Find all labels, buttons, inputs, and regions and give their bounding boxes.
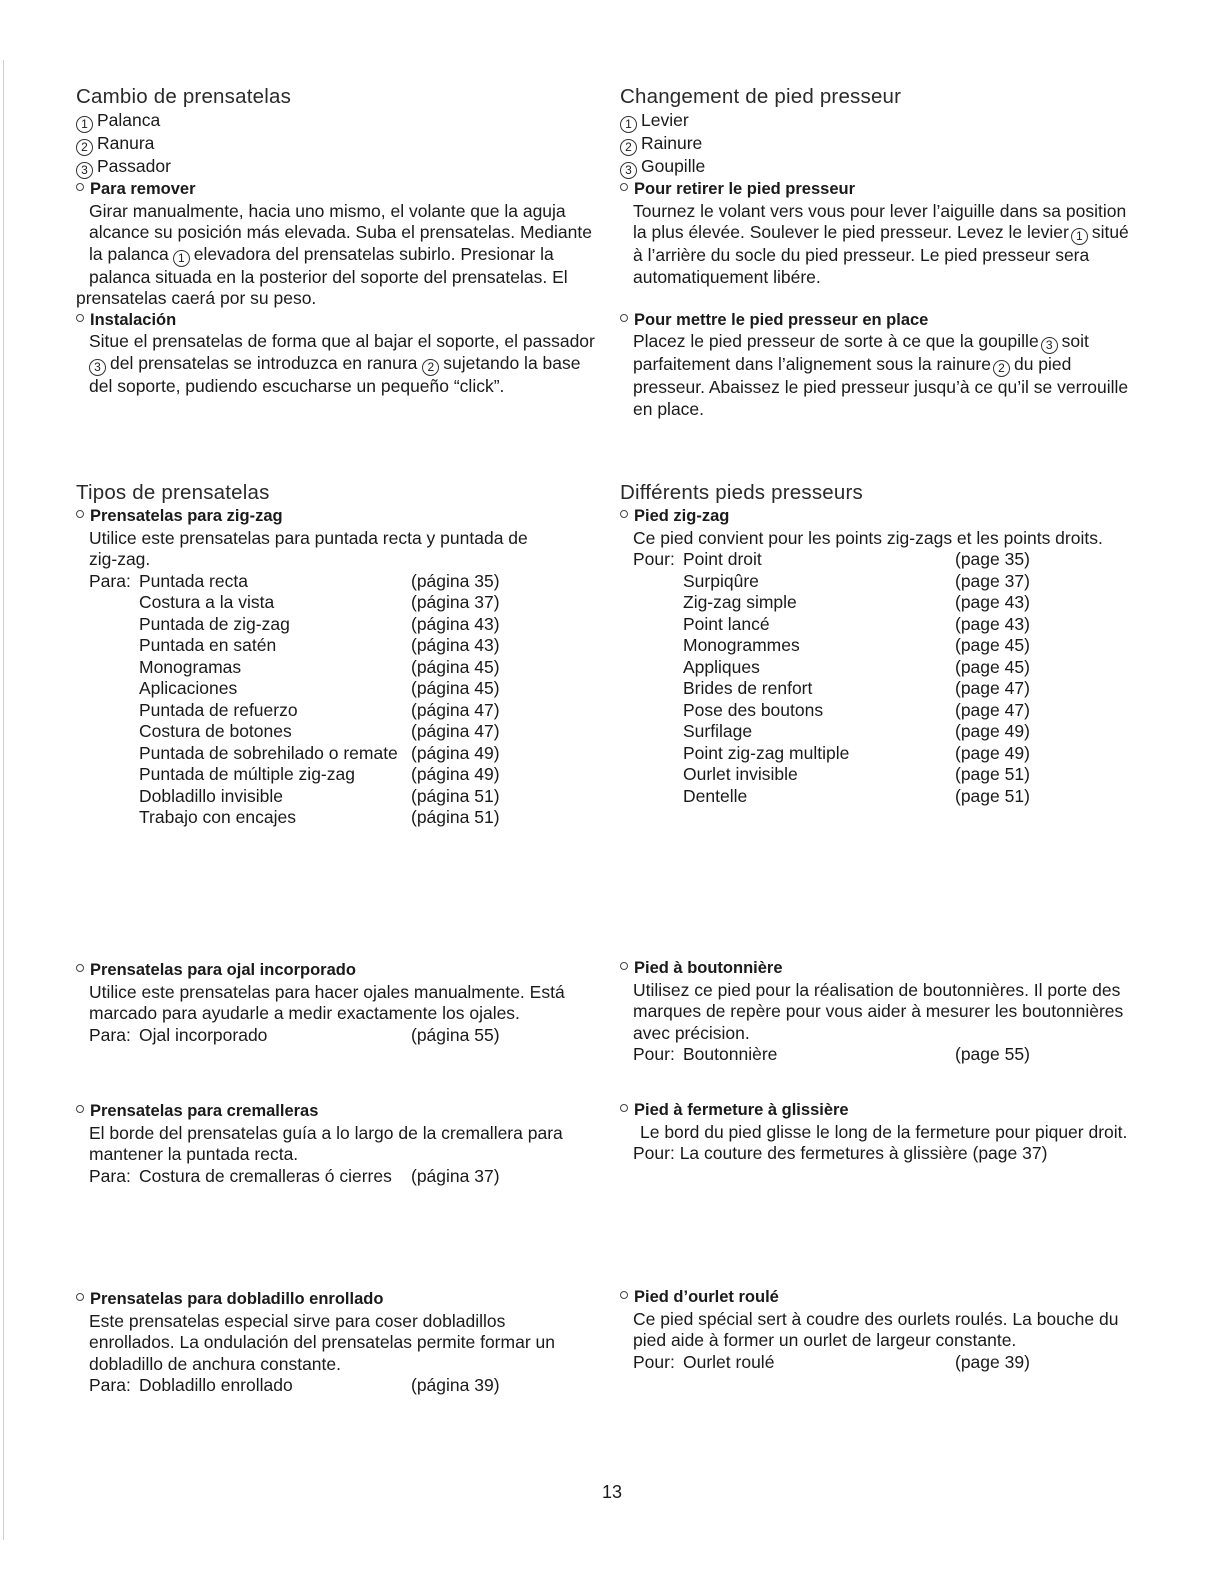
table-row [633, 657, 1145, 679]
text-line: Situe el prensatelas de forma que al bajar el soporte, el passador [89, 331, 595, 351]
page-reference-row [633, 1352, 1145, 1374]
table-row [633, 571, 1145, 593]
text-line: mantener la puntada recta. [89, 1144, 299, 1164]
text-line: del soporte, pudiendo escucharse un pequeño “click”. [89, 375, 505, 396]
text-line: sujetando la base [443, 352, 581, 373]
section-ojal [76, 960, 606, 1046]
use-label: Para: [89, 1165, 131, 1186]
paragraph [633, 222, 1145, 245]
section-title: Différents pieds presseurs [620, 481, 863, 504]
subheading [76, 1289, 606, 1311]
table-row [89, 700, 606, 722]
text-line: presseur. Abaissez le pied presseur jusqu’à ce qu’il se verrouille [633, 377, 1129, 397]
use-name: Dobladillo enrollado [139, 1375, 293, 1395]
paragraph [633, 201, 1145, 223]
use-label [633, 592, 683, 614]
page-ref: (page 39) [955, 1351, 1030, 1372]
use-label [633, 764, 683, 786]
circled-number: 3 [1041, 337, 1058, 354]
paragraph [633, 399, 1145, 421]
subheading-text: Para remover [90, 180, 196, 198]
page-ref: (página 37) [411, 1165, 500, 1186]
table-row [633, 786, 1145, 808]
use-name: Zig-zag simple [683, 592, 797, 612]
use-name: Dobladillo invisible [139, 785, 283, 806]
page-ref: (página 47) [411, 721, 500, 741]
paragraph [633, 267, 1145, 289]
use-name: Surpiqûre [683, 570, 759, 591]
page-ref: (página 51) [411, 807, 500, 827]
use-label [89, 614, 139, 636]
bullet-icon [620, 962, 628, 970]
table-row [89, 743, 606, 765]
use-label [633, 721, 683, 743]
use-label [89, 700, 139, 722]
list-item [76, 156, 606, 179]
item-label: Levier [641, 110, 689, 130]
subheading-text: Prensatelas para ojal incorporado [90, 961, 356, 979]
page-edge-line [3, 60, 4, 1540]
list-item [620, 156, 1145, 179]
text-line: en place. [633, 398, 705, 419]
paragraph [89, 376, 606, 398]
use-name: Puntada de múltiple zig-zag [139, 764, 355, 784]
section-boutonniere [620, 958, 1145, 1066]
use-label [633, 657, 683, 679]
text-line: palanca situada en la posterior del soporte del prensatelas. El [89, 266, 568, 287]
text-line: Utilice este prensatelas para puntada recta y puntada de [89, 527, 528, 548]
use-label [89, 592, 139, 614]
page-ref: (página 55) [411, 1024, 500, 1045]
use-label [89, 657, 139, 679]
bullet-icon [76, 964, 84, 972]
bullet-icon [76, 1293, 84, 1301]
use-label [633, 786, 683, 808]
text-line: dobladillo de anchura constante. [89, 1353, 341, 1374]
paragraph [89, 222, 606, 244]
use-name: Point droit [683, 549, 762, 569]
page-ref: (page 43) [955, 613, 1030, 634]
table-row [633, 678, 1145, 700]
table-row [89, 807, 606, 829]
table-row [89, 764, 606, 786]
paragraph [89, 331, 606, 353]
subheading [620, 1287, 1145, 1309]
paragraph [633, 245, 1145, 267]
use-label [633, 635, 683, 657]
use-name: Point lancé [683, 613, 770, 634]
text-line: Ce pied convient pour les points zig-zags et les points droits. [633, 527, 1103, 548]
text-line: la plus élevée. Soulever le pied presseur. Levez le levier [633, 222, 1069, 242]
paragraph [89, 353, 606, 376]
table-row [633, 614, 1145, 636]
text-line: pied aide à former un ourlet de largeur constante. [633, 1330, 1017, 1350]
page-ref: (página 37) [411, 592, 500, 612]
paragraph [633, 377, 1145, 399]
bullet-icon [76, 183, 84, 191]
circled-number: 2 [993, 360, 1010, 377]
use-label [89, 807, 139, 829]
use-name: Dentelle [683, 785, 748, 806]
use-name: Point zig-zag multiple [683, 742, 850, 763]
use-label [633, 700, 683, 722]
text-line: avec précision. [633, 1022, 750, 1043]
bullet-icon [76, 314, 84, 322]
section-ourlet-roule [620, 1287, 1145, 1373]
circled-number: 3 [89, 359, 106, 376]
section-tipos [76, 480, 606, 829]
subheading-text: Pour mettre le pied presseur en place [634, 310, 929, 329]
subheading [620, 310, 1145, 332]
text-line: Le bord du pied glisse le long de la fermeture pour piquer droit. [640, 1121, 1128, 1142]
text-line: alcance su posición más elevada. Suba el prensatelas. Mediante [89, 222, 592, 242]
use-label [89, 743, 139, 765]
text-line: soit [1061, 331, 1089, 351]
circled-number: 2 [620, 139, 637, 156]
subheading [620, 506, 1145, 528]
text-line: la palanca [89, 243, 169, 264]
text-line: marcado para ayudarle a medir exactamente los ojales. [89, 1003, 520, 1023]
page-ref: (página 39) [411, 1375, 500, 1395]
use-name: Boutonnière [683, 1044, 778, 1064]
bullet-icon [620, 314, 628, 322]
text-line: prensatelas caerá por su peso. [76, 288, 317, 308]
circled-number: 1 [76, 116, 93, 133]
use-label [633, 678, 683, 700]
page-ref: (page 43) [955, 592, 1030, 612]
use-label: Para: [89, 1375, 131, 1395]
section-title: Cambio de prensatelas [76, 85, 292, 108]
use-name: Puntada en satén [139, 635, 277, 655]
subheading-text: Prensatelas para dobladillo enrollado [90, 1290, 384, 1308]
use-name: Pose des boutons [683, 699, 824, 720]
item-label: Rainure [641, 133, 703, 153]
page-ref: (página 45) [411, 678, 500, 698]
use-label [89, 635, 139, 657]
page-reference-table [633, 549, 1145, 807]
table-row [633, 700, 1145, 722]
page-ref: (page 51) [955, 785, 1030, 806]
text-line: Este prensatelas especial sirve para coser dobladillos [89, 1310, 506, 1331]
table-row [89, 721, 606, 743]
bullet-icon [620, 510, 628, 518]
subheading-text: Prensatelas para zig-zag [90, 507, 283, 525]
circled-number: 1 [173, 250, 190, 267]
use-label: Para: [89, 1024, 131, 1045]
text-line: parfaitement dans l’alignement sous la rainure [633, 354, 991, 374]
circled-number: 3 [76, 162, 93, 179]
paragraph [76, 288, 606, 310]
section-differents [620, 480, 1145, 807]
subheading-text: Prensatelas para cremalleras [90, 1102, 319, 1120]
use-label: Para: [89, 570, 131, 591]
page-ref: (página 51) [411, 785, 500, 806]
use-name: Puntada de refuerzo [139, 699, 298, 720]
use-name: Puntada recta [139, 570, 248, 591]
use-label [89, 764, 139, 786]
use-label: Pour: [633, 1044, 675, 1064]
use-name: Ojal incorporado [139, 1024, 268, 1045]
use-name: Costura de botones [139, 721, 292, 741]
page-ref: (page 47) [955, 699, 1030, 720]
text-line: Ce pied spécial sert à coudre des ourlets roulés. La bouche du [633, 1308, 1119, 1329]
use-label: Pour: [633, 1351, 675, 1372]
use-label [633, 614, 683, 636]
item-label: Ranura [97, 133, 155, 153]
section-title: Changement de pied presseur [620, 85, 902, 108]
item-label: Palanca [97, 110, 161, 130]
use-name: Puntada de sobrehilado o remate [139, 742, 398, 763]
subheading [76, 506, 606, 528]
page-ref: (page 35) [955, 549, 1030, 569]
page-ref: (page 51) [955, 764, 1030, 784]
text-line: marques de repère pour vous aider à mesurer les boutonnières [633, 1001, 1124, 1021]
text-line: enrollados. La ondulación del prensatelas permite formar un [89, 1332, 555, 1352]
page-number: 13 [601, 1482, 623, 1502]
use-name: Trabajo con encajes [139, 807, 296, 827]
text-line: El borde del prensatelas guía a lo largo de la cremallera para [89, 1122, 563, 1143]
page-reference-table [89, 571, 606, 829]
text-line: zig-zag. [89, 549, 151, 569]
paragraph [633, 331, 1145, 354]
text-line: del prensatelas se introduzca en ranura [110, 352, 418, 373]
page-ref: (page 45) [955, 656, 1030, 677]
use-name: Brides de renfort [683, 678, 813, 698]
table-row [89, 786, 606, 808]
table-row [633, 549, 1145, 571]
subheading [620, 958, 1145, 980]
page-ref: (page 55) [955, 1044, 1030, 1064]
use-name: Appliques [683, 656, 760, 677]
use-label [89, 721, 139, 743]
page-ref: (page 45) [955, 635, 1030, 655]
table-row [89, 635, 606, 657]
use-label [633, 743, 683, 765]
page-ref: (página 43) [411, 613, 500, 634]
table-row [89, 614, 606, 636]
circled-number: 3 [620, 162, 637, 179]
page-reference-row [89, 1166, 606, 1188]
bullet-icon [620, 1104, 628, 1112]
use-name: Monogrammes [683, 635, 800, 655]
text-line: Girar manualmente, hacia uno mismo, el volante que la aguja [89, 200, 566, 221]
text-line: Placez le pied presseur de sorte à ce que la goupille [633, 331, 1039, 351]
use-name: Costura de cremalleras ó cierres [139, 1165, 392, 1186]
subheading [620, 179, 1145, 201]
bullet-icon [76, 510, 84, 518]
use-label [89, 678, 139, 700]
table-row [89, 592, 606, 614]
subheading [620, 1100, 1145, 1122]
page-ref: (página 45) [411, 656, 500, 677]
page-ref: (página 49) [411, 764, 500, 784]
bullet-icon [620, 1291, 628, 1299]
text-line: elevadora del prensatelas subirlo. Presionar la [193, 243, 554, 264]
subheading-text: Pied zig-zag [634, 507, 730, 525]
text-line: situé [1091, 222, 1129, 242]
circled-number: 2 [76, 139, 93, 156]
page-ref: (page 49) [955, 721, 1030, 741]
use-label: Pour: [633, 549, 675, 569]
table-row [89, 678, 606, 700]
use-name: Monogramas [139, 656, 242, 677]
table-row [89, 657, 606, 679]
list-item [620, 133, 1145, 156]
use-label [633, 571, 683, 593]
subheading [76, 310, 606, 332]
use-name: Costura a la vista [139, 592, 275, 612]
circled-number: 2 [422, 359, 439, 376]
use-name: Aplicaciones [139, 678, 238, 698]
subheading-text: Instalación [90, 310, 177, 329]
subheading [76, 1101, 606, 1123]
paragraph [89, 201, 606, 223]
paragraph [633, 354, 1145, 377]
section-glissiere [620, 1100, 1145, 1165]
page-ref: (página 47) [411, 699, 500, 720]
text-line: Utilice este prensatelas para hacer ojales manualmente. Está [89, 981, 565, 1002]
list-item [620, 110, 1145, 133]
subheading-text: Pour retirer le pied presseur [634, 180, 856, 198]
text-line: du pied [1013, 354, 1072, 374]
section-dobladillo [76, 1289, 606, 1397]
text-line [633, 1143, 1145, 1165]
section-cambio [76, 84, 606, 397]
table-row [633, 721, 1145, 743]
page-reference-row [89, 1375, 606, 1397]
use-name: Ourlet roulé [683, 1351, 775, 1372]
page-reference-row [89, 1025, 606, 1047]
item-label: Goupille [641, 156, 706, 176]
use-name: Ourlet invisible [683, 764, 798, 784]
subheading-text: Pied d’ourlet roulé [634, 1288, 779, 1306]
use-name: Surfilage [683, 721, 753, 741]
section-title: Tipos de prensatelas [76, 481, 270, 504]
bullet-icon [76, 1105, 84, 1113]
bullet-icon [620, 183, 628, 191]
subheading-text: Pied à fermeture à glissière [634, 1101, 849, 1119]
paragraph [89, 244, 606, 267]
page-ref: (page 37) [955, 570, 1030, 591]
list-item [76, 110, 606, 133]
section-changement [620, 84, 1145, 420]
table-row [633, 635, 1145, 657]
table-row [633, 764, 1145, 786]
table-row [89, 571, 606, 593]
text-line: automatiquement libére. [633, 266, 821, 287]
table-row [633, 743, 1145, 765]
text-line: Tournez le volant vers vous pour lever l’aiguille dans sa position [633, 200, 1127, 221]
page-ref: (página 43) [411, 635, 500, 655]
section-cremalleras [76, 1101, 606, 1187]
page-ref: (página 35) [411, 570, 500, 591]
use-name: La couture des fermetures à glissière (page 37) [679, 1143, 1048, 1163]
text-line: Utilisez ce pied pour la réalisation de boutonnières. Il porte des [633, 979, 1121, 1000]
page-ref: (page 49) [955, 742, 1030, 763]
page-ref: (page 47) [955, 678, 1030, 698]
subheading [76, 960, 606, 982]
item-label: Passador [97, 156, 171, 176]
text-line: à l’arrière du socle du pied presseur. Le pied presseur sera [633, 245, 1090, 265]
paragraph [89, 267, 606, 289]
list-item [76, 133, 606, 156]
subheading-text: Pied à boutonnière [634, 959, 783, 977]
page-reference-row [633, 1044, 1145, 1066]
use-label [89, 786, 139, 808]
circled-number: 1 [620, 116, 637, 133]
page-ref: (página 49) [411, 742, 500, 763]
use-label: Pour: [633, 1143, 675, 1163]
use-name: Puntada de zig-zag [139, 613, 290, 634]
circled-number: 1 [1071, 228, 1088, 245]
subheading [76, 179, 606, 201]
table-row [633, 592, 1145, 614]
